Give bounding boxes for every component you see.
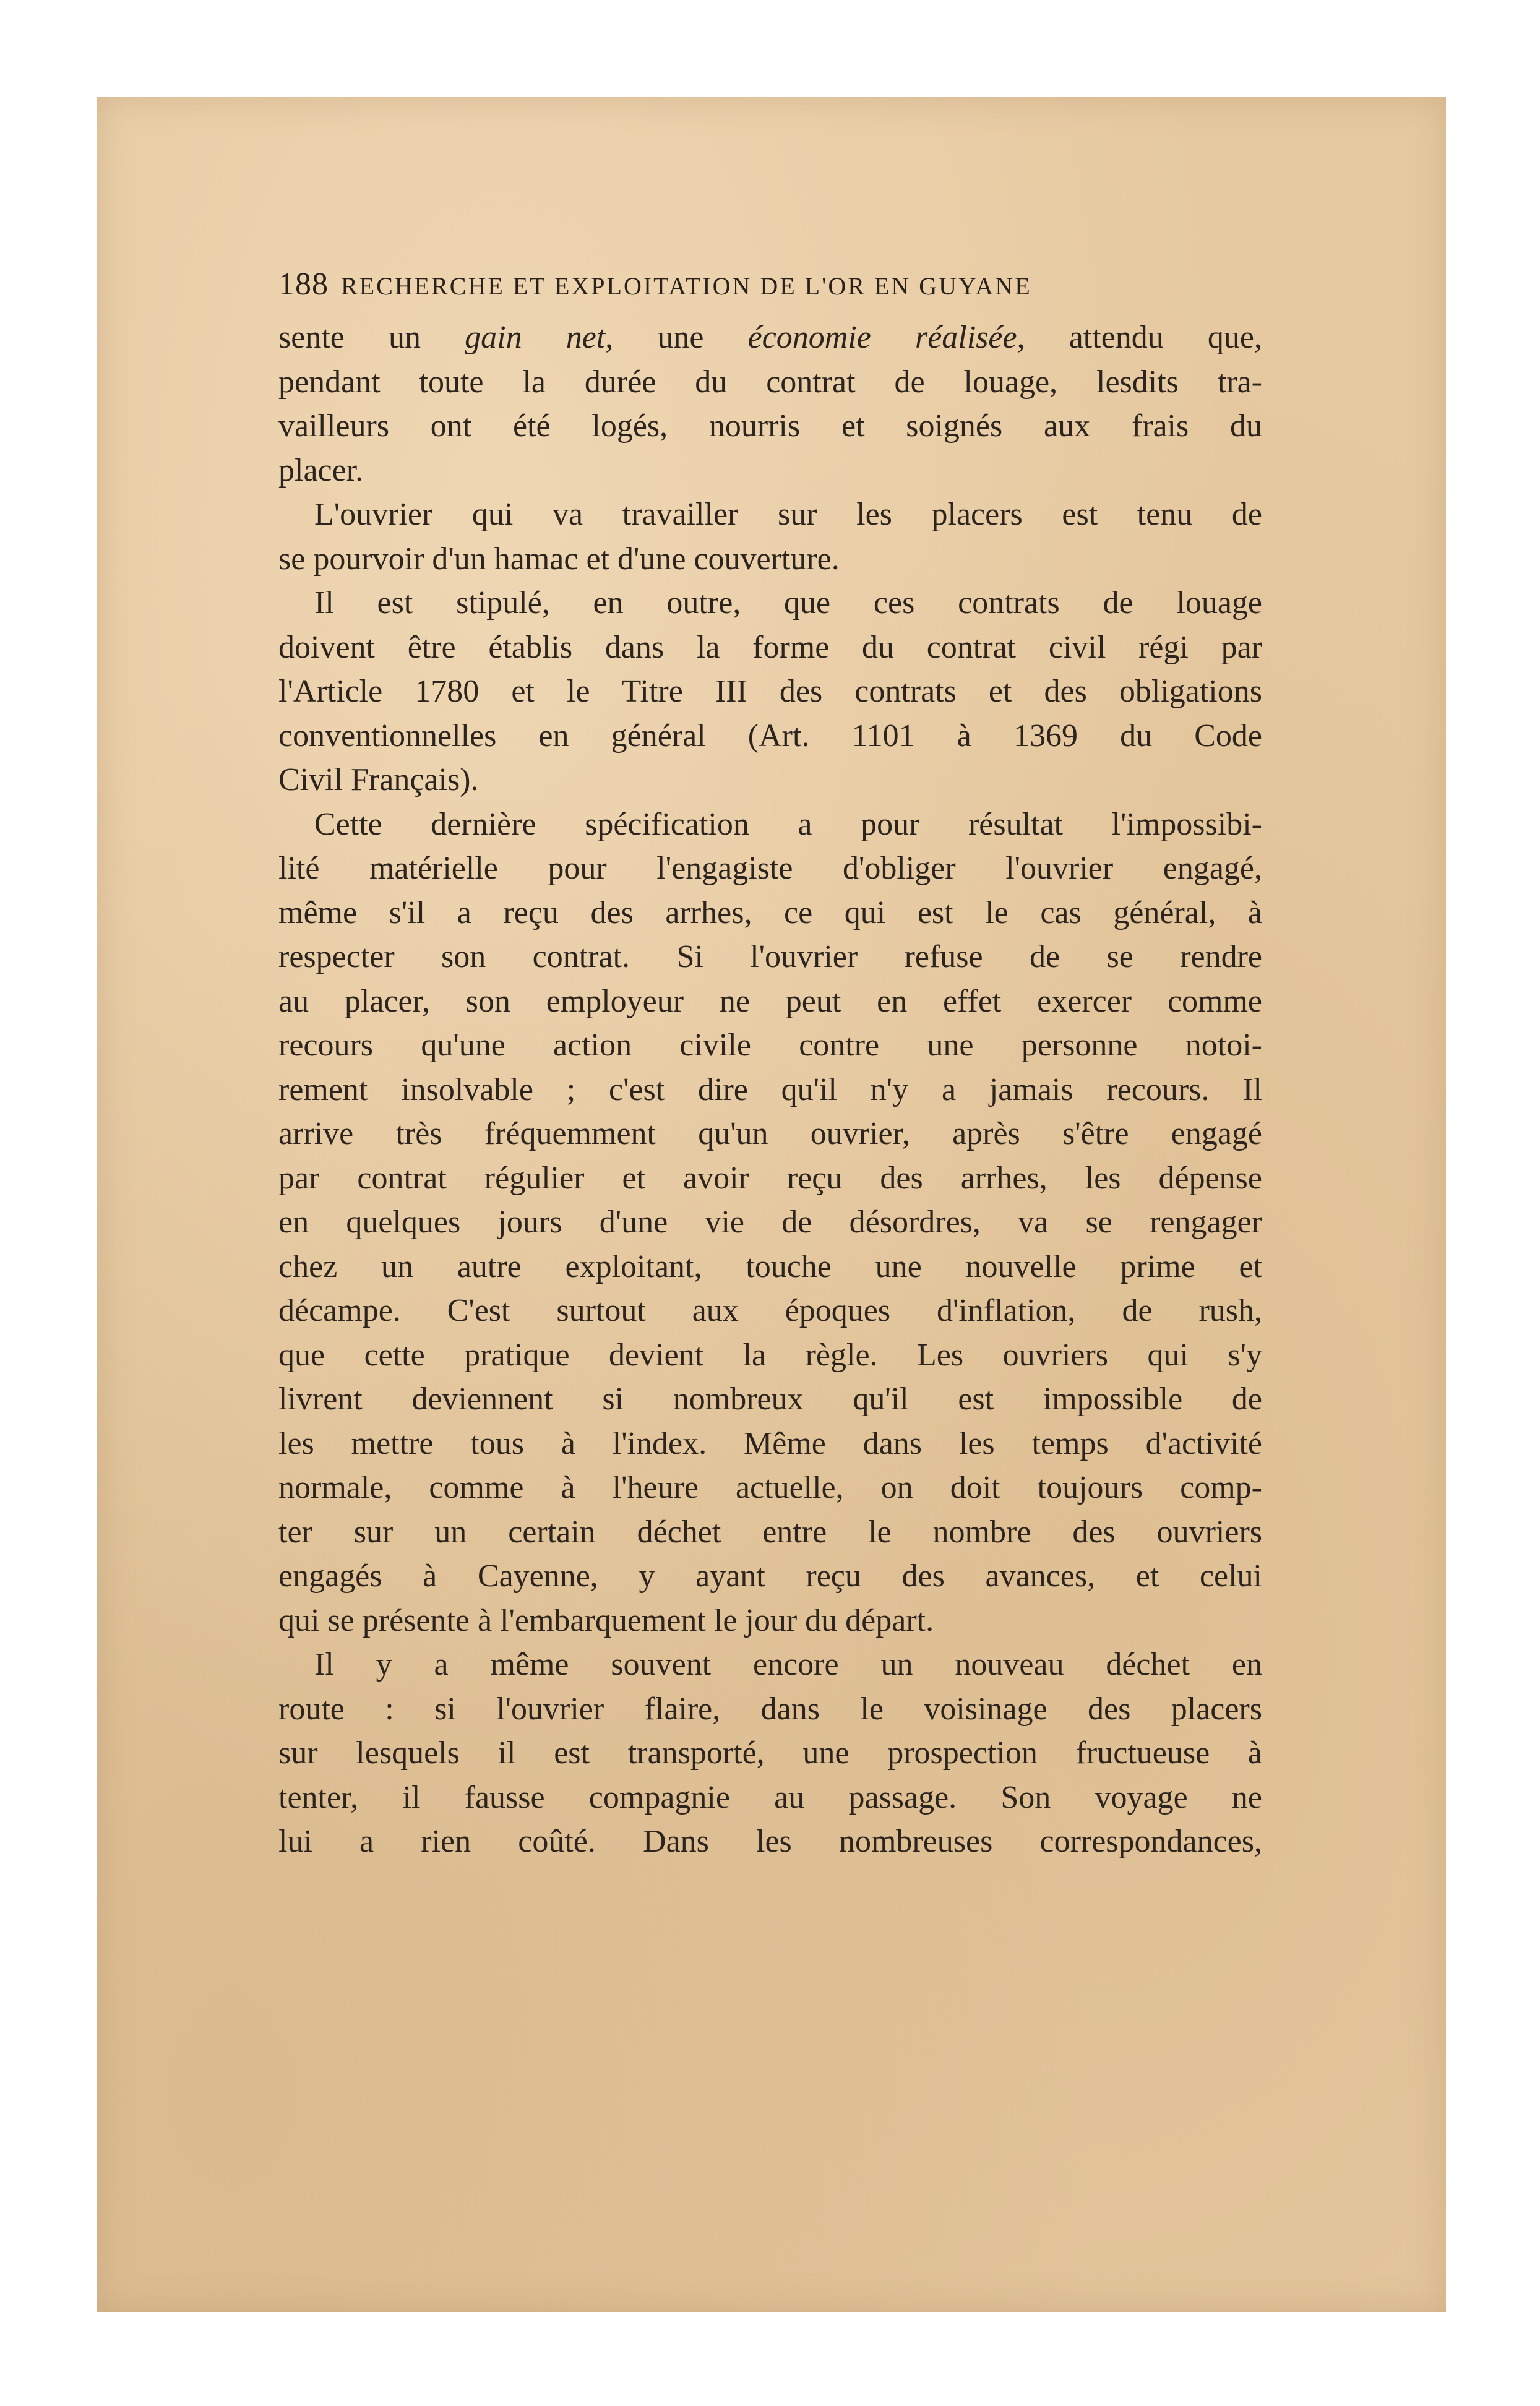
- paragraph-line: par contrat régulier et avoir reçu des arrhes, les dépense: [278, 1160, 1262, 1196]
- paragraph-line: les mettre tous à l'index. Même dans les temps d'activité: [278, 1425, 1262, 1461]
- paragraph-line: engagés à Cayenne, y ayant reçu des avances, et celui: [278, 1558, 1262, 1594]
- paragraph-line: en quelques jours d'une vie de désordres, va se rengager: [278, 1205, 1262, 1240]
- emphasis-text: gain net: [465, 320, 606, 355]
- paragraph-line: sente un gain net, une économie réalisée, attendu que,: [278, 320, 1262, 355]
- emphasis-text: économie réalisée: [747, 320, 1017, 355]
- paragraph-line: conventionnelles en général (Art. 1101 à 1369 du Code: [278, 718, 1262, 754]
- paragraph-line: normale, comme à l'heure actuelle, on doit toujours comp-: [278, 1470, 1262, 1505]
- paragraph-line: lui a rien coûté. Dans les nombreuses correspondances,: [278, 1824, 1262, 1859]
- paragraph-line: sur lesquels il est transporté, une prospection fructueuse à: [278, 1735, 1262, 1771]
- paragraph-line: ter sur un certain déchet entre le nombre des ouvriers: [278, 1514, 1262, 1550]
- paragraph-line: Il y a même souvent encore un nouveau déchet en: [314, 1647, 1262, 1682]
- paragraph-line: l'Article 1780 et le Titre III des contrats et des obligations: [278, 674, 1262, 709]
- paragraph-line: décampe. C'est surtout aux époques d'inflation, de rush,: [278, 1293, 1262, 1328]
- paragraph-line: vailleurs ont été logés, nourris et soignés aux frais du: [278, 408, 1262, 444]
- paragraph-line: même s'il a reçu des arrhes, ce qui est le cas général, à: [278, 895, 1262, 930]
- running-header: [278, 266, 1268, 309]
- paragraph-line: rement insolvable ; c'est dire qu'il n'y a jamais recours. Il: [278, 1072, 1262, 1107]
- paragraph-line: placer.: [278, 452, 364, 488]
- running-title: RECHERCHE ET EXPLOITATION DE L'OR EN GUYANE: [341, 272, 1032, 300]
- paragraph-line: qui se présente à l'embarquement le jour du départ.: [278, 1602, 934, 1638]
- paragraph-line: se pourvoir d'un hamac et d'une couverture.: [278, 541, 840, 577]
- paragraph-line: Civil Français).: [278, 762, 479, 797]
- paragraph-line: chez un autre exploitant, touche une nouvelle prime et: [278, 1248, 1262, 1284]
- paragraph-line: pendant toute la durée du contrat de louage, lesdits tra-: [278, 364, 1262, 400]
- paragraph-line: tenter, il fausse compagnie au passage. Son voyage ne: [278, 1779, 1262, 1815]
- page-number: 188: [278, 267, 329, 302]
- paragraph-line: L'ouvrier qui va travailler sur les placers est tenu de: [314, 497, 1262, 532]
- paragraph-line: au placer, son employeur ne peut en effet exercer comme: [278, 983, 1262, 1019]
- paragraph-line: Cette dernière spécification a pour résultat l'impossibi-: [314, 806, 1262, 842]
- paragraph-line: livrent deviennent si nombreux qu'il est impossible de: [278, 1381, 1262, 1417]
- paragraph-line: recours qu'une action civile contre une personne notoi-: [278, 1028, 1262, 1063]
- paragraph-line: Il est stipulé, en outre, que ces contrats de louage: [314, 585, 1262, 621]
- paragraph-line: route : si l'ouvrier flaire, dans le voisinage des placers: [278, 1691, 1262, 1727]
- body-text: [278, 316, 1262, 1864]
- paragraph-line: respecter son contrat. Si l'ouvrier refuse de se rendre: [278, 939, 1262, 974]
- paragraph-line: lité matérielle pour l'engagiste d'obliger l'ouvrier engagé,: [278, 851, 1262, 886]
- paragraph-line: doivent être établis dans la forme du contrat civil régi par: [278, 629, 1262, 665]
- paragraph-line: arrive très fréquemment qu'un ouvrier, après s'être engagé: [278, 1116, 1262, 1151]
- paragraph-line: que cette pratique devient la règle. Les ouvriers qui s'y: [278, 1337, 1262, 1373]
